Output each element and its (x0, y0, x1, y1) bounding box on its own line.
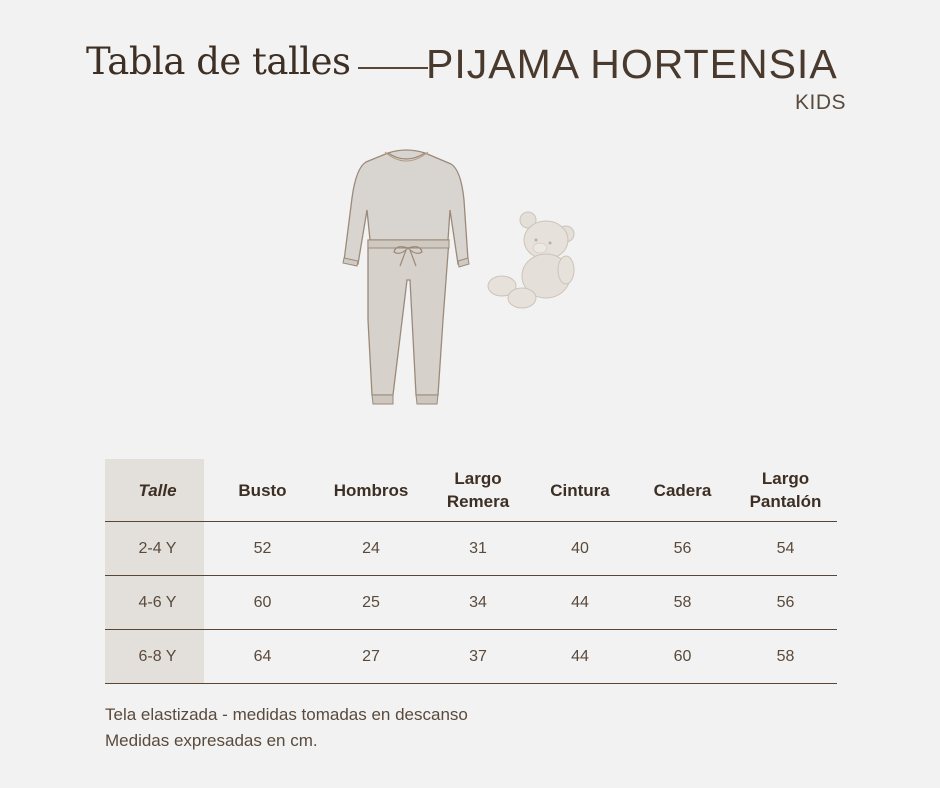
column-header: Busto (210, 459, 315, 522)
column-header: Largo Remera (427, 459, 529, 522)
column-header: Largo Pantalón (734, 459, 837, 522)
table-cell: 4-6 Y (105, 576, 210, 630)
size-table-container (105, 459, 837, 684)
table-cell: 52 (210, 522, 315, 576)
table-cell: 60 (210, 576, 315, 630)
table-cell: 56 (631, 522, 734, 576)
column-header: Cadera (631, 459, 734, 522)
table-cell: 44 (529, 630, 631, 684)
table-cell: 2-4 Y (105, 522, 210, 576)
table-cell: 37 (427, 630, 529, 684)
page-subtitle: KIDS (795, 91, 847, 114)
page-title-prefix: Tabla de talles (86, 40, 351, 83)
table-row (105, 576, 837, 630)
table-cell: 40 (529, 522, 631, 576)
table-cell: 6-8 Y (105, 630, 210, 684)
teddy-bear-icon (488, 212, 574, 308)
page-title: PIJAMA HORTENSIA (426, 41, 838, 87)
table-cell: 54 (734, 522, 837, 576)
table-row (105, 630, 837, 684)
table-cell: 25 (315, 576, 427, 630)
title-divider (358, 67, 428, 69)
product-illustration (330, 140, 590, 420)
footnote-fabric: Tela elastizada - medidas tomadas en descanso (105, 705, 468, 724)
table-cell: 64 (210, 630, 315, 684)
table-cell: 58 (734, 630, 837, 684)
column-header: Talle (105, 459, 210, 522)
footnote-units: Medidas expresadas en cm. (105, 731, 318, 750)
table-cell: 27 (315, 630, 427, 684)
table-cell: 44 (529, 576, 631, 630)
table-cell: 24 (315, 522, 427, 576)
table-header-row (105, 459, 837, 522)
size-table (105, 459, 837, 684)
table-row (105, 522, 837, 576)
table-cell: 60 (631, 630, 734, 684)
table-cell: 31 (427, 522, 529, 576)
footnotes (105, 702, 468, 754)
pajama-icon (343, 150, 469, 404)
column-header: Cintura (529, 459, 631, 522)
table-cell: 58 (631, 576, 734, 630)
table-cell: 56 (734, 576, 837, 630)
table-cell: 34 (427, 576, 529, 630)
column-header: Hombros (315, 459, 427, 522)
